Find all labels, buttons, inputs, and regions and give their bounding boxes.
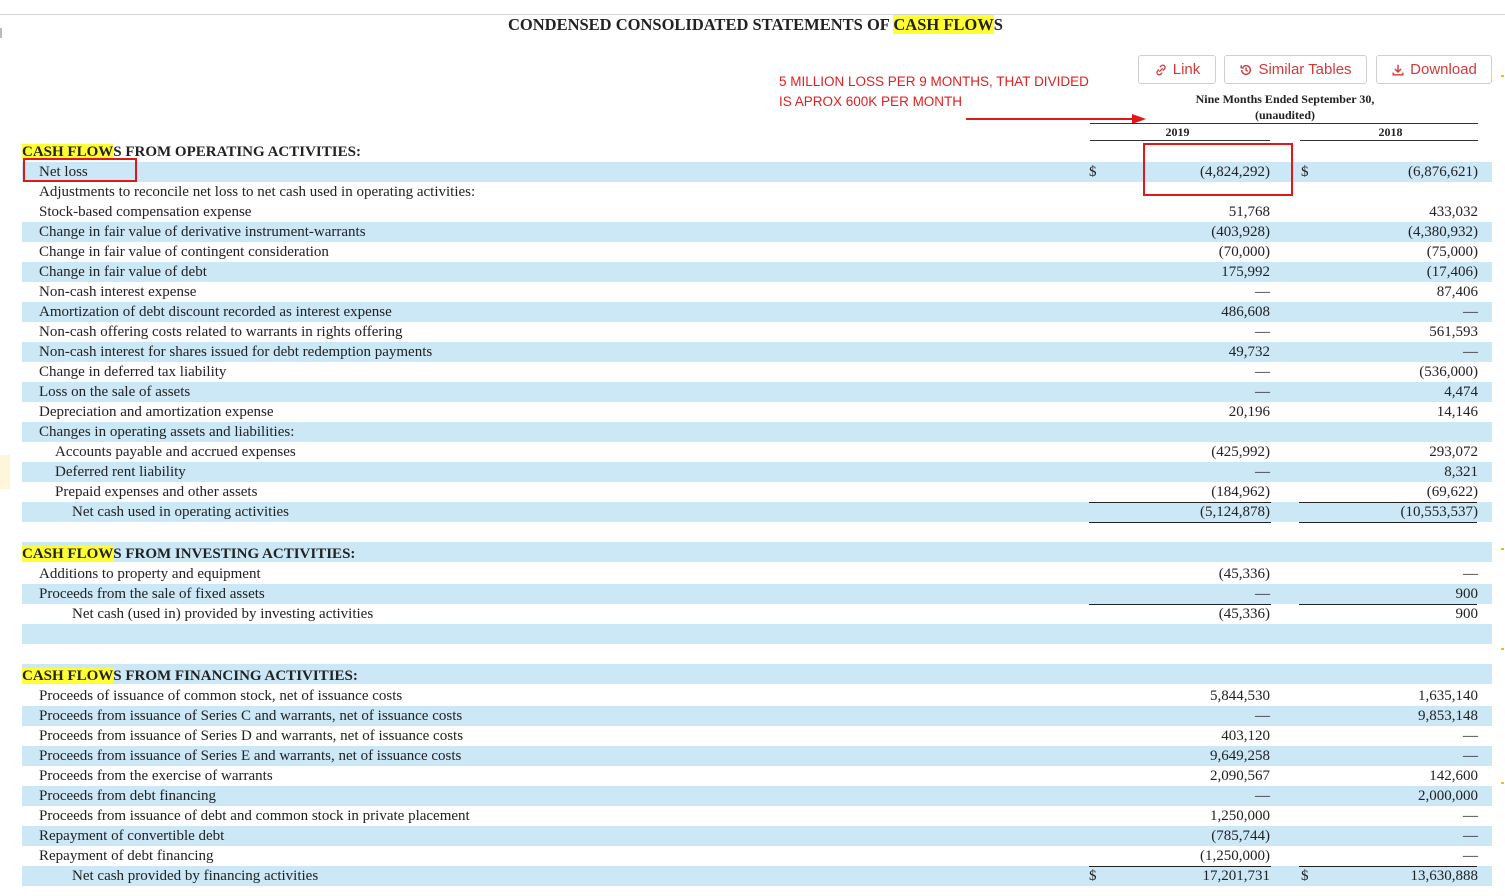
value-2018: 561,593 bbox=[1429, 324, 1478, 340]
value-2019: (785,744) bbox=[1211, 828, 1270, 844]
currency-symbol: $ bbox=[1301, 868, 1309, 884]
section-title bbox=[22, 666, 358, 686]
value-2018: (536,000) bbox=[1419, 364, 1478, 380]
row-label: Repayment of convertible debt bbox=[39, 828, 225, 844]
row-label: Change in fair value of debt bbox=[39, 264, 207, 280]
download-button[interactable] bbox=[1376, 55, 1492, 84]
value-2018: 142,600 bbox=[1429, 768, 1478, 784]
collapse-handle-icon[interactable] bbox=[0, 28, 6, 38]
row-label: Depreciation and amortization expense bbox=[39, 404, 274, 420]
value-2018: (4,380,932) bbox=[1408, 224, 1478, 240]
table-row bbox=[22, 726, 1492, 746]
value-2019: (45,336) bbox=[1218, 566, 1270, 582]
row-label: Proceeds from issuance of debt and common stock in private placement bbox=[39, 808, 470, 824]
row-label: Proceeds from issuance of Series C and warrants, net of issuance costs bbox=[39, 708, 463, 724]
value-2019: 1,250,000 bbox=[1210, 808, 1270, 824]
value-2018: — bbox=[1463, 748, 1478, 764]
margin-highlight bbox=[0, 455, 10, 489]
annotation-line-1: 5 MILLION LOSS PER 9 MONTHS, THAT DIVIDED bbox=[779, 74, 1089, 89]
value-2018: (6,876,621) bbox=[1408, 164, 1478, 180]
subtotal-rule bbox=[1299, 866, 1477, 867]
value-2018: 1,635,140 bbox=[1418, 688, 1478, 704]
link-button[interactable] bbox=[1138, 55, 1216, 84]
value-2018: 2,000,000 bbox=[1418, 788, 1478, 804]
row-label: Changes in operating assets and liabilities: bbox=[39, 424, 295, 440]
value-2018: 900 bbox=[1455, 606, 1478, 622]
row-label: Proceeds from the sale of fixed assets bbox=[39, 586, 265, 602]
spacer-row bbox=[22, 522, 1492, 542]
value-2018: 293,072 bbox=[1429, 444, 1478, 460]
edge-marker bbox=[1501, 75, 1504, 77]
unaudited-label: (unaudited) bbox=[1254, 108, 1316, 122]
table-row bbox=[22, 262, 1492, 282]
period-header: Nine Months Ended September 30, bbox=[1195, 92, 1375, 106]
table-row bbox=[22, 302, 1492, 322]
value-2019: (4,824,292) bbox=[1200, 164, 1270, 180]
table-row bbox=[22, 584, 1492, 604]
subtotal-rule bbox=[1089, 502, 1271, 503]
section-title-highlight: CASH FLOW bbox=[22, 144, 114, 160]
value-2019: (5,124,878) bbox=[1200, 504, 1270, 520]
value-2018: — bbox=[1463, 808, 1478, 824]
currency-symbol: $ bbox=[1089, 164, 1097, 180]
value-2018: (69,622) bbox=[1426, 484, 1478, 500]
table-row bbox=[22, 866, 1492, 886]
table-row bbox=[22, 482, 1492, 502]
table-row bbox=[22, 786, 1492, 806]
section-title-rest: S FROM FINANCING ACTIVITIES: bbox=[113, 668, 358, 684]
value-2019: — bbox=[1255, 284, 1270, 300]
edge-marker bbox=[1501, 548, 1504, 550]
row-label: Loss on the sale of assets bbox=[39, 384, 191, 400]
statement-title: CONDENSED CONSOLIDATED STATEMENTS OF CASH FLOWS bbox=[508, 15, 1003, 34]
download-icon bbox=[1391, 63, 1405, 77]
currency-symbol: $ bbox=[1089, 868, 1097, 884]
table-row bbox=[22, 382, 1492, 402]
row-label: Stock-based compensation expense bbox=[39, 204, 252, 220]
row-label: Change in deferred tax liability bbox=[39, 364, 227, 380]
value-2019: 51,768 bbox=[1228, 204, 1270, 220]
value-2019: — bbox=[1255, 464, 1270, 480]
value-2019: — bbox=[1255, 364, 1270, 380]
section-header-financing bbox=[22, 666, 1492, 686]
value-2019: — bbox=[1255, 708, 1270, 724]
value-2018: — bbox=[1463, 728, 1478, 744]
annotation-arrow-icon bbox=[964, 109, 1154, 129]
subtotal-rule bbox=[1299, 502, 1477, 503]
value-2018: — bbox=[1463, 828, 1478, 844]
net-loss-value-highlight-box bbox=[1143, 143, 1293, 196]
row-label: Net cash (used in) provided by investing activities bbox=[72, 606, 374, 622]
download-label: Download bbox=[1410, 61, 1477, 78]
spacer-row bbox=[22, 644, 1492, 664]
annotation-line-2: IS APROX 600K PER MONTH bbox=[779, 94, 963, 109]
value-2019: 175,992 bbox=[1221, 264, 1270, 280]
table-row bbox=[22, 564, 1492, 584]
header-rule bbox=[1090, 123, 1478, 124]
row-label: Non-cash offering costs related to warrants in rights offering bbox=[39, 324, 403, 340]
table-row bbox=[22, 686, 1492, 706]
value-2018: (17,406) bbox=[1426, 264, 1478, 280]
table-row bbox=[22, 422, 1492, 442]
row-label: Proceeds of issuance of common stock, net of issuance costs bbox=[39, 688, 403, 704]
value-2019: (70,000) bbox=[1218, 244, 1270, 260]
table-row bbox=[22, 826, 1492, 846]
row-label: Proceeds from issuance of Series D and warrants, net of issuance costs bbox=[39, 728, 464, 744]
table-row bbox=[22, 706, 1492, 726]
value-2019: — bbox=[1255, 384, 1270, 400]
row-label: Change in fair value of contingent consideration bbox=[39, 244, 329, 260]
annotation-note bbox=[779, 72, 1089, 112]
value-2019: 17,201,731 bbox=[1202, 868, 1270, 884]
table-row bbox=[22, 322, 1492, 342]
table-row bbox=[22, 342, 1492, 362]
value-2019: (403,928) bbox=[1211, 224, 1270, 240]
table-row bbox=[22, 604, 1492, 624]
value-2019: (425,992) bbox=[1211, 444, 1270, 460]
subtotal-rule bbox=[1089, 866, 1271, 867]
value-2018: — bbox=[1463, 566, 1478, 582]
value-2018: 8,321 bbox=[1444, 464, 1478, 480]
spacer-row bbox=[22, 624, 1492, 644]
table-row bbox=[22, 222, 1492, 242]
similar-tables-button[interactable] bbox=[1224, 55, 1367, 84]
table-row bbox=[22, 202, 1492, 222]
net-loss-highlight-box bbox=[23, 158, 137, 182]
value-2018: 4,474 bbox=[1444, 384, 1478, 400]
row-label: Prepaid expenses and other assets bbox=[55, 484, 258, 500]
table-row bbox=[22, 242, 1492, 262]
value-2019: (184,962) bbox=[1211, 484, 1270, 500]
value-2019: 5,844,530 bbox=[1210, 688, 1270, 704]
year-2019-header: 2019 bbox=[1165, 125, 1190, 139]
value-2019: 2,090,567 bbox=[1210, 768, 1270, 784]
row-label: Repayment of debt financing bbox=[39, 848, 214, 864]
row-label: Deferred rent liability bbox=[55, 464, 186, 480]
table-row bbox=[22, 362, 1492, 382]
section-title bbox=[22, 544, 355, 564]
link-icon bbox=[1154, 63, 1168, 77]
row-label: Amortization of debt discount recorded as interest expense bbox=[39, 304, 392, 320]
row-label: Net loss bbox=[39, 164, 88, 180]
row-label: Change in fair value of derivative instrument-warrants bbox=[39, 224, 366, 240]
row-label: Net cash provided by financing activities bbox=[72, 868, 319, 884]
value-2019: 403,120 bbox=[1221, 728, 1270, 744]
table-row bbox=[22, 442, 1492, 462]
row-label: Additions to property and equipment bbox=[39, 566, 261, 582]
table-row bbox=[22, 766, 1492, 786]
value-2018: (75,000) bbox=[1426, 244, 1478, 260]
section-header-investing bbox=[22, 544, 1492, 564]
table-row bbox=[22, 402, 1492, 422]
table-row bbox=[22, 282, 1492, 302]
section-title-highlight: CASH FLOW bbox=[22, 546, 114, 562]
table-row bbox=[22, 502, 1492, 522]
row-label: Proceeds from the exercise of warrants bbox=[39, 768, 273, 784]
value-2018: 14,146 bbox=[1436, 404, 1478, 420]
table-row bbox=[22, 846, 1492, 866]
value-2018: 13,630,888 bbox=[1410, 868, 1478, 884]
table-row bbox=[22, 746, 1492, 766]
value-2018: 87,406 bbox=[1436, 284, 1478, 300]
row-label: Proceeds from debt financing bbox=[39, 788, 217, 804]
value-2018: 9,853,148 bbox=[1418, 708, 1478, 724]
value-2019: — bbox=[1255, 324, 1270, 340]
edge-marker bbox=[1501, 782, 1504, 784]
value-2019: 49,732 bbox=[1228, 344, 1270, 360]
row-label: Non-cash interest expense bbox=[39, 284, 197, 300]
section-title-rest: S FROM INVESTING ACTIVITIES: bbox=[113, 546, 356, 562]
row-label: Non-cash interest for shares issued for debt redemption payments bbox=[39, 344, 433, 360]
value-2019: (1,250,000) bbox=[1200, 848, 1270, 864]
link-label: Link bbox=[1172, 61, 1201, 78]
value-2019: 9,649,258 bbox=[1210, 748, 1270, 764]
value-2018: 433,032 bbox=[1429, 204, 1478, 220]
table-row bbox=[22, 806, 1492, 826]
subtotal-rule bbox=[1089, 604, 1271, 605]
subtotal-rule bbox=[1299, 604, 1477, 605]
year-2019-rule bbox=[1090, 140, 1270, 141]
value-2018: — bbox=[1463, 344, 1478, 360]
value-2018: 900 bbox=[1455, 586, 1478, 602]
row-label: Adjustments to reconcile net loss to net cash used in operating activities: bbox=[39, 184, 476, 200]
row-label: Proceeds from issuance of Series E and warrants, net of issuance costs bbox=[39, 748, 462, 764]
row-label: Net cash used in operating activities bbox=[72, 504, 290, 520]
value-2019: (45,336) bbox=[1218, 606, 1270, 622]
value-2019: — bbox=[1255, 586, 1270, 602]
value-2018: — bbox=[1463, 304, 1478, 320]
section-title-rest: S FROM OPERATING ACTIVITIES: bbox=[113, 144, 361, 160]
value-2019: — bbox=[1255, 788, 1270, 804]
year-2018-header: 2018 bbox=[1378, 125, 1403, 139]
currency-symbol: $ bbox=[1301, 164, 1309, 180]
year-2018-rule bbox=[1300, 140, 1478, 141]
table-row bbox=[22, 462, 1492, 482]
similar-tables-label: Similar Tables bbox=[1258, 61, 1352, 78]
section-title-highlight: CASH FLOW bbox=[22, 668, 114, 684]
row-label: Accounts payable and accrued expenses bbox=[55, 444, 296, 460]
value-2018: — bbox=[1463, 848, 1478, 864]
value-2019: 486,608 bbox=[1221, 304, 1270, 320]
value-2018: (10,553,537) bbox=[1400, 504, 1478, 520]
history-icon bbox=[1239, 63, 1253, 77]
edge-marker bbox=[1501, 648, 1504, 650]
value-2019: 20,196 bbox=[1228, 404, 1270, 420]
